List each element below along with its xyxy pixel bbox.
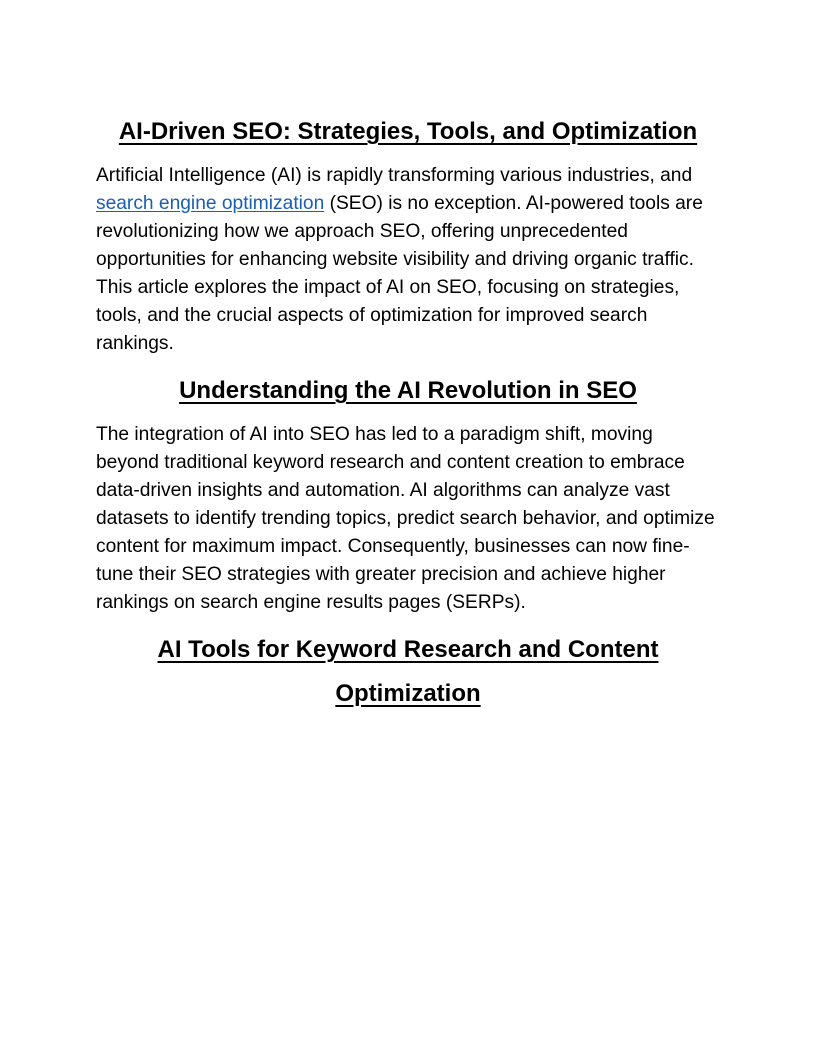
section-heading-ai-tools: AI Tools for Keyword Research and Content Optimization — [157, 636, 659, 707]
intro-paragraph — [96, 162, 720, 358]
intro-text-after-link: (SEO) is no exception. AI-powered tools are revolutionizing how we approach SEO, offering unprecedented opportunities for enhancing website visibility and driving organic traffic. This article explores the impact of AI on SEO, focusing on strategies, tools, and the crucial aspects of optimization for improved search rankings. — [96, 193, 703, 354]
section-body-ai-revolution: The integration of AI into SEO has led to a paradigm shift, moving beyond traditional keyword research and content creation to embrace data-driven insights and automation. AI algorithms can analyze vast datasets to identify trending topics, predict search behavior, and optimize content for maximum impact. Consequently, businesses can now fine-tune their SEO strategies with greater precision and achieve higher rankings on search engine results pages (SERPs). — [96, 424, 715, 613]
section-heading-ai-revolution: Understanding the AI Revolution in SEO — [179, 377, 637, 404]
seo-link[interactable]: search engine optimization — [96, 193, 325, 214]
document-title: AI-Driven SEO: Strategies, Tools, and Optimization — [118, 118, 698, 145]
intro-text-before-link: Artificial Intelligence (AI) is rapidly transforming various industries, and — [96, 165, 693, 186]
